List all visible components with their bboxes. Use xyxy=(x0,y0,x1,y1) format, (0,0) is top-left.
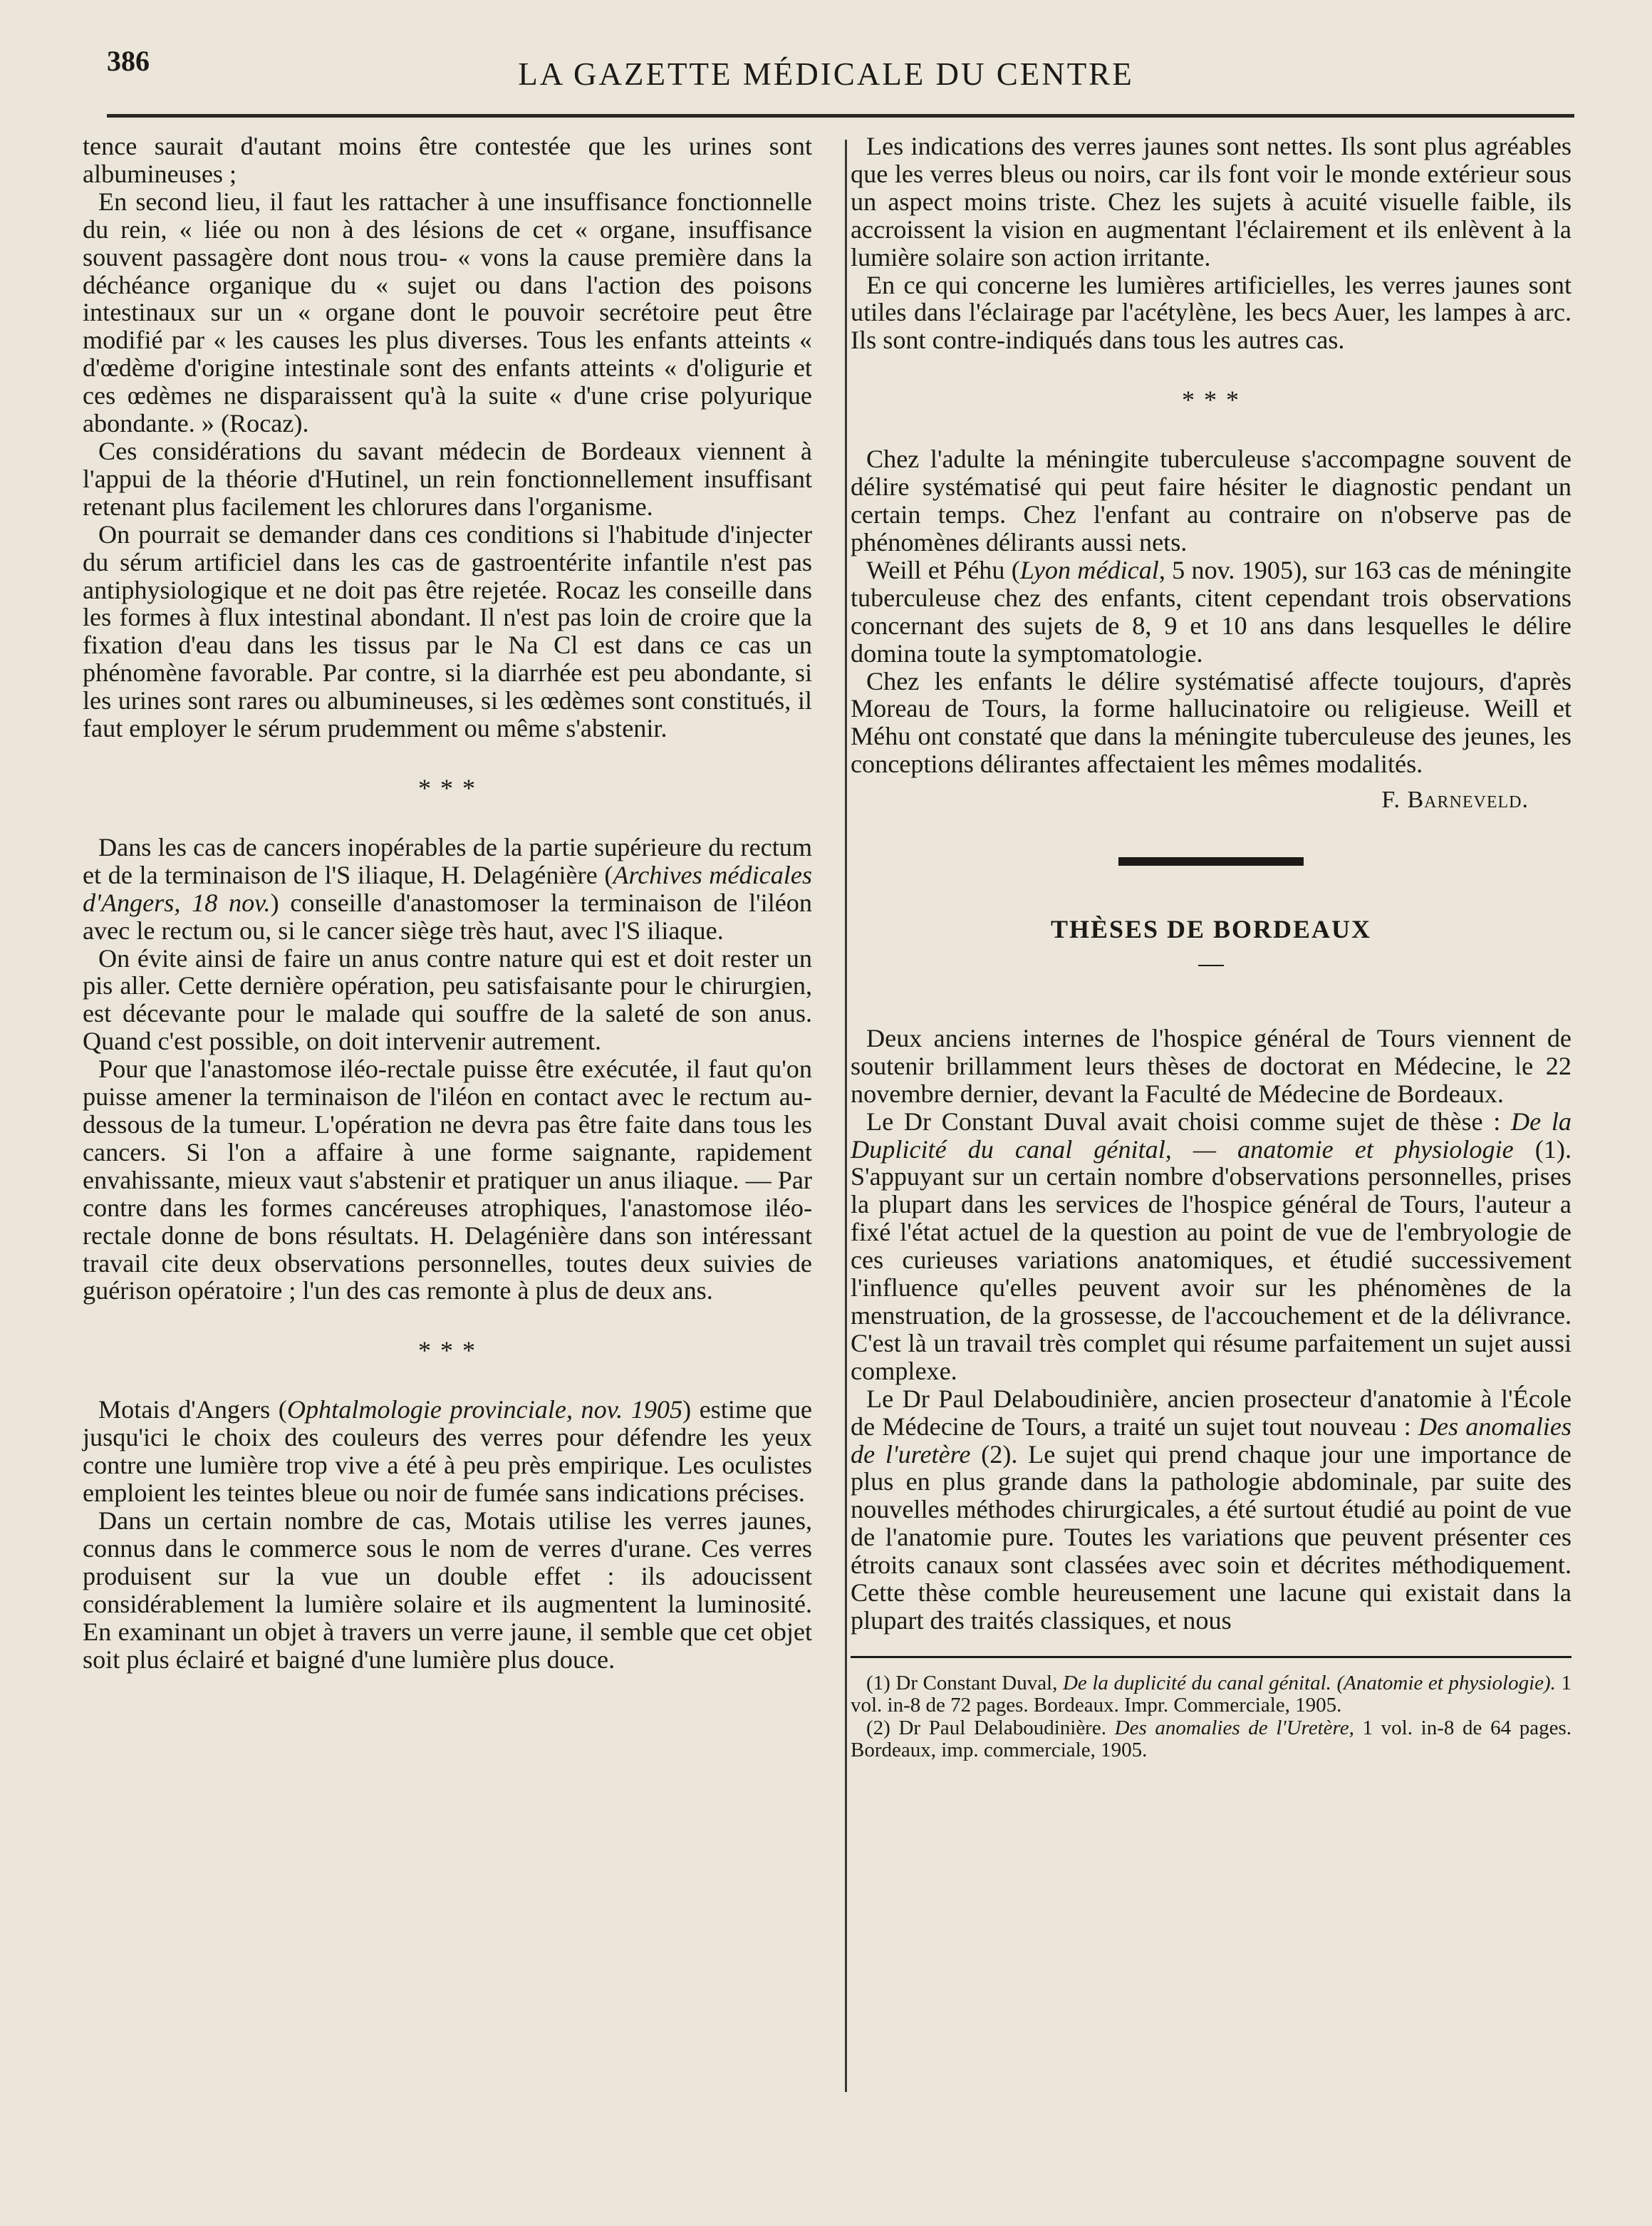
section-separator: * * * xyxy=(418,773,477,802)
section-separator: * * * xyxy=(1182,385,1240,415)
section-rule xyxy=(1118,857,1304,866)
header-rule xyxy=(107,114,1574,118)
paragraph: Weill et Péhu (Lyon médical, 5 nov. 1905), sur 163 cas de méningite tuberculeuse chez des enfants, citent cependant trois observations concernant des sujets de 8, 9 et 10 ans dans lesquelles le délire domina toute la symptomatologie. xyxy=(851,555,1572,668)
left-column xyxy=(83,133,812,1673)
paragraph: On pourrait se demander dans ces conditions si l'habitude d'injecter du sérum artificiel dans les cas de gastroentérite infantile n'est pas antiphysiologique et ne doit pas être rejetée. Rocaz les conseille dans les formes à flux intestinal abondant. Il n'est pas loin de croire que la fixation d'eau dans les tissus par le Na Cl est dans ce cas un phénomène favorable. Par contre, si la diarrhée est peu abondante, si les urines sont rares ou albumineuses, si les œdèmes sont constitués, il faut employer le sérum prudemment ou même s'abstenir. xyxy=(83,519,812,743)
paragraph: On évite ainsi de faire un anus contre nature qui est et doit rester un pis aller. Cette dernière opération, peu satisfaisante pour le chirurgien, est décevante pour le malade qui souffre de la saleté de son anus. Quand c'est possible, on doit intervenir autrement. xyxy=(83,943,812,1056)
paragraph: Chez les enfants le délire systématisé affecte toujours, d'après Moreau de Tours, la forme hallucinatoire ou religieuse. Weill et Méhu ont constaté que dans la méningite tuberculeuse des jeunes, les conceptions délirantes affectaient les mêmes modalités. xyxy=(851,666,1572,779)
paragraph: En ce qui concerne les lumières artificielles, les verres jaunes sont utiles dans l'éclairage par l'acétylène, les becs Auer, les lampes à arc. Ils sont contre-indiqués dans tous les autres cas. xyxy=(851,270,1572,355)
section-separator: * * * xyxy=(418,1336,477,1365)
paragraph: Dans les cas de cancers inopérables de la partie supérieure du rectum et de la terminaison de l'S iliaque, H. Delagénière (Archives médicales d'Angers, 18 nov.) conseille d'anastomoser la terminaison de l'iléon avec le rectum ou, si le cancer siège très haut, avec l'S iliaque. xyxy=(83,832,812,945)
paragraph: Deux anciens internes de l'hospice général de Tours viennent de soutenir brillamment leurs thèses de doctorat en Médecine, le 22 novembre dernier, devant la Faculté de Médecine de Bordeaux. xyxy=(851,1023,1572,1108)
footnote: (1) Dr Constant Duval, De la duplicité du canal génital. (Anatomie et physiologie). 1 vol. in-8 de 72 pages. Bordeaux. Impr. Commerciale, 1905. xyxy=(851,1671,1572,1717)
paragraph: Le Dr Paul Delaboudinière, ancien prosecteur d'anatomie à l'École de Médecine de Tours, a traité un sujet tout nouveau : Des anomalies de l'uretère (2). Le sujet qui prend chaque jour une importance de plus en plus grande dans la pathologie abdominale, par suite des nouvelles méthodes chirurgicales, a été surtout étudié au point de vue de l'anatomie pure. Toutes les variations que peuvent présenter ces étroits canaux sont classées avec soin et décrites méthodiquement. Cette thèse comble heureusement une lacune qui existait dans la plupart des traités classiques, et nous xyxy=(851,1384,1572,1635)
running-head: LA GAZETTE MÉDICALE DU CENTRE xyxy=(518,56,1134,92)
section-title: THÈSES DE BORDEAUX xyxy=(1050,915,1372,944)
paragraph: Pour que l'anastomose iléo-rectale puisse être exécutée, il faut qu'on puisse amener la terminaison de l'iléon en contact avec le rectum au-dessous de la tumeur. L'opération ne devra pas être faite dans tous les cancers. Si l'on a affaire à une forme saignante, rapidement envahissante, mieux vaut s'abstenir et pratiquer un anus iliaque. — Par contre dans les formes cancéreuses atrophiques, l'anastomose iléo-rectale donne de bons résultats. H. Delagénière dans son intéressant travail cite deux observations personnelles, toutes deux suivies de guérison opératoire ; l'un des cas remonte à plus de deux ans. xyxy=(83,1055,812,1305)
paragraph: Les indications des verres jaunes sont nettes. Ils sont plus agréables que les verres bleus ou noirs, car ils font voir le monde extérieur sous un aspect moins triste. Chez les sujets à acuité visuelle faible, ils accroissent la vision en augmentant l'éclairement et ils enlèvent à la lumière solaire son action irritante. xyxy=(851,132,1572,271)
paragraph: Motais d'Angers (Ophtalmologie provinciale, nov. 1905) estime que jusqu'ici le choix des couleurs des verres pour défendre les yeux contre une lumière trop vive a été à peu près empirique. Les oculistes emploient les teintes bleue ou noir de fumée sans indications précises. xyxy=(83,1395,812,1508)
paragraph: En second lieu, il faut les rattacher à une insuffisance fonctionnelle du rein, « liée ou non à des lésions de cet « organe, insuffisance souvent passagère dont nous trou- « vons la cause première dans la déchéance organique du « sujet ou dans l'action des poisons intestinaux sur un « organe dont le pouvoir secrétoire peut être modifié par « les causes les plus diverses. Tous les enfants atteints « d'œdème d'origine intestinale sont des enfants atteints « d'oligurie et ces œdèmes ne disparaissent qu'à la suite « d'une crise polyurique abondante. » (Rocaz). xyxy=(83,187,812,438)
title-dash xyxy=(1198,965,1224,966)
column-divider xyxy=(845,140,847,2092)
paragraph: Chez l'adulte la méningite tuberculeuse s'accompagne souvent de délire systématisé qui peut faire hésiter le diagnostic pendant un certain temps. Chez l'enfant au contraire on n'observe pas de phénomènes délirants aussi nets. xyxy=(851,445,1572,556)
paragraph: tence saurait d'autant moins être contestée que les urines sont albumineuses ; xyxy=(83,132,812,188)
page-number: 386 xyxy=(107,45,150,77)
right-column xyxy=(851,133,1572,1762)
footnote: (2) Dr Paul Delaboudinière. Des anomalies de l'Uretère, 1 vol. in-8 de 64 pages. Bordeaux, imp. commerciale, 1905. xyxy=(851,1716,1572,1762)
paragraph: Le Dr Constant Duval avait choisi comme sujet de thèse : De la Duplicité du canal génital, — anatomie et physiologie (1). S'appuyant sur un certain nombre d'observations personnelles, prises la plupart dans les services de l'hospice général de Tours, l'auteur a fixé l'état actuel de la question au point de vue de l'embryologie de ces curieuses variations anatomiques, et étudié successivement l'influence qu'elles peuvent avoir sur les phénomènes de la menstruation, de la grossesse, de l'accouchement et de la délivrance. C'est là un travail très complet qui résume parfaitement un sujet aussi complexe. xyxy=(851,1107,1572,1385)
footnote-rule xyxy=(851,1656,1572,1658)
author-signature: F. Barneveld. xyxy=(1381,787,1529,814)
paragraph: Ces considérations du savant médecin de Bordeaux viennent à l'appui de la théorie d'Hutinel, un rein fonctionnellement insuffisant retenant plus facilement les chlorures dans l'organisme. xyxy=(83,436,812,521)
paragraph: Dans un certain nombre de cas, Motais utilise les verres jaunes, connus dans le commerce sous le nom de verres d'urane. Ces verres produisent sur la vue un double effet : ils adoucissent considérablement la lumière solaire et ils augmentent la luminosité. En examinant un objet à travers un verre jaune, il semble que cet objet soit plus éclairé et baigné d'une lumière plus douce. xyxy=(83,1506,812,1674)
